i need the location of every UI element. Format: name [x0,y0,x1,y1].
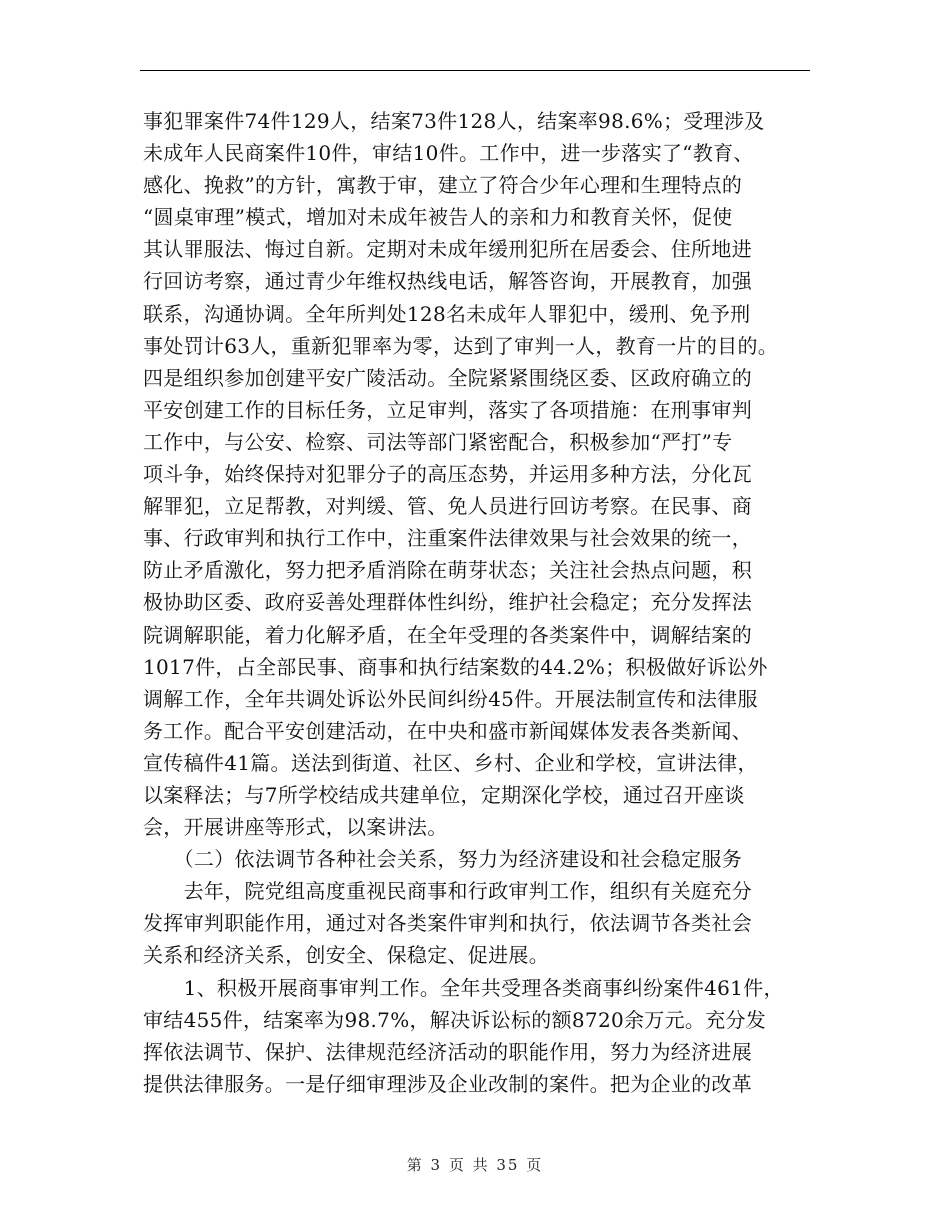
text-line: 关系和经济关系，创安全、保稳定、促进展。 [143,943,549,968]
text-line: 调解工作，全年共调处诉讼外民间纠纷45件。开展法制宣传和法律服 [143,686,758,711]
text-line: 提供法律服务。一是仔细审理涉及企业改制的案件。把为企业的改革 [143,1071,752,1096]
text-line: 工作中，与公安、检察、司法等部门紧密配合，积极参加“严打”专 [143,429,733,454]
text-line: 事、行政审判和执行工作中，注重案件法律效果与社会效果的统一， [143,526,752,551]
text-line: 事犯罪案件74件129人，结案73件128人，结案率98.6%；受理涉及 [143,109,765,133]
text-line: 其认罪服法、悔过自新。定期对未成年缓刑犯所在居委会、住所地进 [143,237,752,262]
text-line: 四是组织参加创建平安广陵活动。全院紧紧围绕区委、区政府确立的 [143,365,752,390]
text-line: 项斗争，始终保持对犯罪分子的高压态势，并运用多种方法，分化瓦 [143,462,752,487]
text-line: 平安创建工作的目标任务，立足审判，落实了各项措施：在刑事审判 [143,397,752,422]
text-line: 未成年人民商案件10件，审结10件。工作中，进一步落实了“教育、 [143,141,754,166]
text-line: 防止矛盾激化，努力把矛盾消除在萌芽状态；关注社会热点问题，积 [143,558,752,583]
text-line: 联系，沟通协调。全年所判处128名未成年人罪犯中，缓刑、免予刑 [143,301,751,326]
page-number-footer: 第 3 页 共 35 页 [406,1156,544,1174]
text-line: 会，开展讲座等形式，以案讲法。 [143,815,448,840]
text-line: 事处罚计63人，重新犯罪率为零，达到了审判一人，教育一片的目的。 [143,333,779,358]
text-line: 挥依法调节、保护、法律规范经济活动的职能作用，努力为经济进展 [143,1039,752,1064]
text-line: 1017件，占全部民事、商事和执行结案数的44.2%；积极做好诉讼外 [143,654,768,679]
text-line: 审结455件，结案率为98.7%，解决诉讼标的额8720余万元。充分发 [143,1007,767,1032]
text-line: 发挥审判职能作用，通过对各类案件审判和执行，依法调节各类社会 [143,911,752,936]
text-line: 感化、挽救”的方针，寓教于审，建立了符合少年心理和生理特点的 [143,173,743,198]
text-line: 1、积极开展商事审判工作。全年共受理各类商事纠纷案件461件， [143,975,784,1000]
text-line: 以案释法；与7所学校结成共建单位，定期深化学校，通过召开座谈 [143,782,745,807]
text-line: 解罪犯，立足帮教，对判缓、管、免人员进行回访考察。在民事、商 [143,494,752,519]
text-line: 务工作。配合平安创建活动，在中央和盛市新闻媒体发表各类新闻、 [143,718,752,743]
text-line: 宣传稿件41篇。送法到街道、社区、乡村、企业和学校，宣讲法律， [143,750,758,775]
text-line: 行回访考察，通过青少年维权热线电话，解答咨询，开展教育，加强 [143,269,752,294]
text-line: 极协助区委、政府妥善处理群体性纠纷，维护社会稳定；充分发挥法 [143,590,752,615]
text-line: 去年，院党组高度重视民商事和行政审判工作，组织有关庭充分 [143,879,752,904]
text-line: “圆桌审理”模式，增加对未成年被告人的亲和力和教育关怀，促使 [143,205,733,230]
header-rule [140,70,810,71]
text-line: 院调解职能，着力化解矛盾，在全年受理的各类案件中，调解结案的 [143,622,752,647]
section-heading: （二）依法调节各种社会关系，努力为经济建设和社会稳定服务 [143,847,742,872]
document-body [143,105,823,1100]
